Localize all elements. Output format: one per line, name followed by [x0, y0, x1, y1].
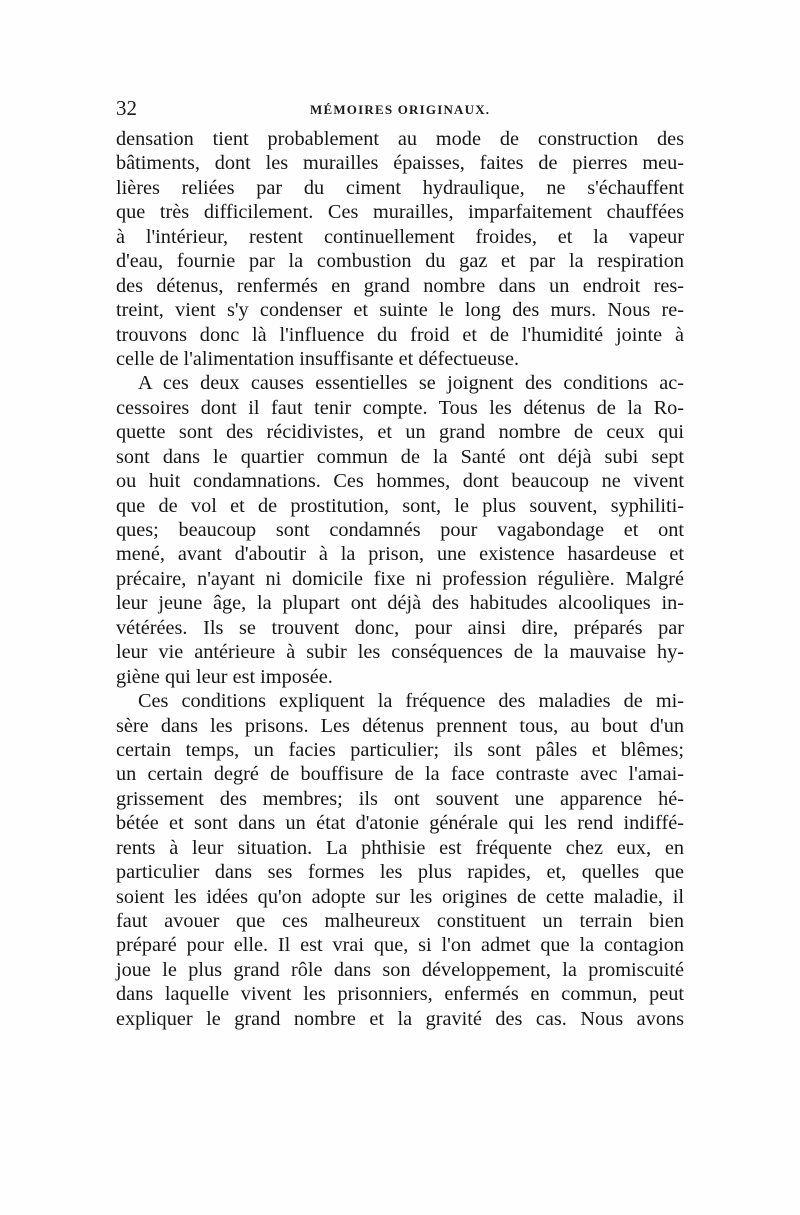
- text-line: bâtiments, dont les murailles épaisses, faites de pierres meu-: [116, 152, 684, 175]
- text-line: que très difficilement. Ces murailles, imparfaitement chauffées: [116, 201, 684, 224]
- text-line: quette sont des récidivistes, et un grand nombre de ceux qui: [116, 421, 684, 444]
- text-line: joue le plus grand rôle dans son développement, la promiscuité: [116, 958, 684, 981]
- text-line: densation tient probablement au mode de construction des: [116, 128, 684, 150]
- text-line: dans laquelle vivent les prisonniers, enfermés en commun, peut: [116, 983, 684, 1006]
- text-line: lières reliées par du ciment hydraulique, ne s'échauffent: [116, 176, 684, 199]
- page-number: 32: [116, 96, 137, 120]
- text-line: trouvons donc là l'influence du froid et de l'humidité jointe à: [116, 323, 684, 346]
- text-line: grissement des membres; ils ont souvent une apparence hé-: [116, 787, 684, 810]
- text-line: leur jeune âge, la plupart ont déjà des habitudes alcooliques in-: [116, 592, 684, 615]
- text-line: celle de l'alimentation insuffisante et défectueuse.: [116, 347, 520, 370]
- text-line: des détenus, renfermés en grand nombre dans un endroit res-: [116, 274, 684, 297]
- text-line: préparé pour elle. Il est vrai que, si l'on admet que la contagion: [116, 934, 684, 957]
- text-line: ou huit condamnations. Ces hommes, dont beaucoup ne vivent: [116, 470, 684, 493]
- text-line: leur vie antérieure à subir les conséquences de la mauvaise hy-: [116, 641, 684, 664]
- text-line: un certain degré de bouffisure de la face contraste avec l'amai-: [116, 763, 684, 786]
- text-line: rents à leur situation. La phthisie est fréquente chez eux, en: [116, 836, 684, 859]
- text-line: à l'intérieur, restent continuellement froides, et la vapeur: [116, 225, 684, 248]
- text-line: que de vol et de prostitution, sont, le plus souvent, syphiliti-: [116, 494, 684, 517]
- page-header: [116, 96, 686, 126]
- text-line: cessoires dont il faut tenir compte. Tous les détenus de la Ro-: [116, 396, 684, 419]
- text-line: expliquer le grand nombre et la gravité des cas. Nous avons: [116, 1007, 684, 1030]
- text-line: sère dans les prisons. Les détenus prennent tous, au bout d'un: [116, 714, 684, 737]
- text-line: bétée et sont dans un état d'atonie générale qui les rend indiffé-: [116, 812, 684, 835]
- text-line: A ces deux causes essentielles se joignent des conditions ac-: [138, 372, 684, 395]
- running-title: MÉMOIRES ORIGINAUX.: [310, 102, 491, 117]
- body-text: [116, 127, 684, 1031]
- text-line: faut avouer que ces malheureux constituent un terrain bien: [116, 910, 684, 932]
- text-line: soient les idées qu'on adopte sur les origines de cette maladie, il: [116, 885, 684, 908]
- text-line: giène qui leur est imposée.: [116, 665, 333, 688]
- text-line: sont dans le quartier commun de la Santé ont déjà subi sept: [116, 445, 684, 468]
- text-line: précaire, n'ayant ni domicile fixe ni profession régulière. Malgré: [116, 567, 684, 590]
- text-line: Ces conditions expliquent la fréquence des maladies de mi-: [138, 690, 684, 713]
- text-line: mené, avant d'aboutir à la prison, une existence hasardeuse et: [116, 543, 684, 566]
- text-line: treint, vient s'y condenser et suinte le long des murs. Nous re-: [116, 299, 684, 322]
- text-line: d'eau, fournie par la combustion du gaz et par la respiration: [116, 250, 684, 273]
- text-line: particulier dans ses formes les plus rapides, et, quelles que: [116, 861, 684, 884]
- text-line: ques; beaucoup sont condamnés pour vagabondage et ont: [116, 519, 684, 541]
- text-line: certain temps, un facies particulier; ils sont pâles et blêmes;: [116, 738, 684, 761]
- text-line: vétérées. Ils se trouvent donc, pour ainsi dire, préparés par: [116, 616, 684, 639]
